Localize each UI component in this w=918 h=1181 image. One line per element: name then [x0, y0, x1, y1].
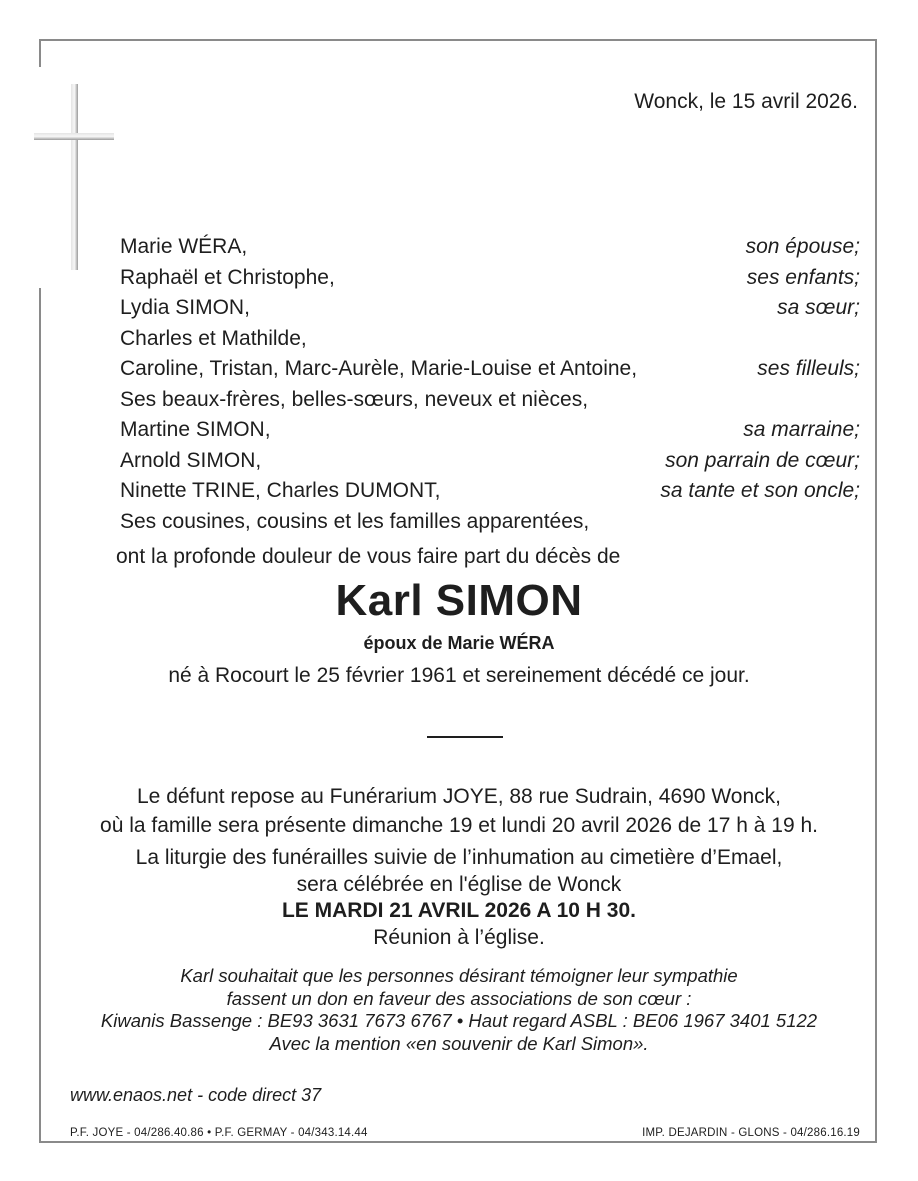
- separator-line: [427, 736, 503, 738]
- family-relation: son parrain de cœur;: [665, 448, 860, 472]
- donation-line: Karl souhaitait que les personnes désirant témoigner leur sympathie: [180, 965, 738, 986]
- family-names: Raphaël et Christophe,: [120, 265, 335, 289]
- family-list: [120, 232, 860, 537]
- family-row: [120, 507, 860, 538]
- donation-line: Avec la mention «en souvenir de Karl Simon».: [269, 1032, 649, 1054]
- family-row: [120, 476, 860, 507]
- family-relation: son épouse;: [745, 235, 860, 258]
- family-names: Martine SIMON,: [120, 418, 271, 441]
- birth-line: né à Rocourt le 25 février 1961 et sereinement décédé ce jour.: [168, 664, 750, 687]
- visitation-line: où la famille sera présente dimanche 19 et lundi 20 avril 2026 de 17 h à 19 h.: [100, 814, 818, 837]
- family-row: [120, 232, 860, 263]
- date-line: Wonck, le 15 avril 2026.: [634, 90, 858, 113]
- spouse-line: époux de Marie WÉRA: [363, 633, 555, 653]
- visitation-line: Le défunt repose au Funérarium JOYE, 88 rue Sudrain, 4690 Wonck,: [137, 785, 781, 808]
- footer-funeral-homes: P.F. JOYE - 04/286.40.86 • P.F. GERMAY - 04/343.14.44: [70, 1127, 368, 1139]
- donation-accounts: Kiwanis Bassenge : BE93 3631 7673 6767 • Haut regard ASBL : BE06 1967 3401 5122: [100, 1010, 818, 1031]
- donation-info: [40, 965, 878, 1055]
- donation-line: fassent un don en faveur des associations de son cœur :: [226, 987, 692, 1009]
- family-row: [120, 446, 860, 477]
- family-names: Charles et Mathilde,: [120, 326, 307, 350]
- intro-line: ont la profonde douleur de vous faire part du décès de: [116, 545, 621, 568]
- family-relation: ses filleuls;: [757, 357, 860, 380]
- deceased-name: Karl SIMON: [335, 576, 583, 625]
- visitation-info: [40, 782, 878, 840]
- family-names: Ses beaux-frères, belles-sœurs, neveux et nièces,: [120, 387, 589, 411]
- family-row: [120, 293, 860, 324]
- ceremony-info: [40, 845, 878, 951]
- ceremony-line: La liturgie des funérailles suivie de l’inhumation au cimetière d’Emael,: [135, 846, 783, 869]
- frame-left-segment-top: [39, 39, 41, 67]
- family-names: Lydia SIMON,: [120, 296, 250, 319]
- family-row: [120, 415, 860, 446]
- family-relation: sa tante et son oncle;: [660, 479, 860, 502]
- family-names: Ses cousines, cousins et les familles apparentées,: [120, 509, 590, 533]
- ceremony-datetime: LE MARDI 21 AVRIL 2026 A 10 H 30.: [281, 899, 637, 922]
- family-relation: ses enfants;: [746, 265, 860, 289]
- family-names: Marie WÉRA,: [120, 235, 248, 258]
- family-row: [120, 324, 860, 355]
- website-line: www.enaos.net - code direct 37: [70, 1085, 322, 1105]
- footer-printer: IMP. DEJARDIN - GLONS - 04/286.16.19: [642, 1127, 860, 1139]
- family-names: Caroline, Tristan, Marc-Aurèle, Marie-Louise et Antoine,: [120, 357, 638, 380]
- family-names: Arnold SIMON,: [120, 448, 262, 472]
- family-row: [120, 385, 860, 416]
- family-row: [120, 263, 860, 294]
- family-relation: sa sœur;: [777, 296, 860, 319]
- ceremony-line: Réunion à l’église.: [373, 925, 545, 949]
- family-relation: sa marraine;: [743, 418, 860, 441]
- cross-icon: [34, 84, 116, 274]
- family-row: [120, 354, 860, 385]
- family-names: Ninette TRINE, Charles DUMONT,: [120, 479, 441, 502]
- ceremony-line: sera célébrée en l'église de Wonck: [296, 872, 622, 896]
